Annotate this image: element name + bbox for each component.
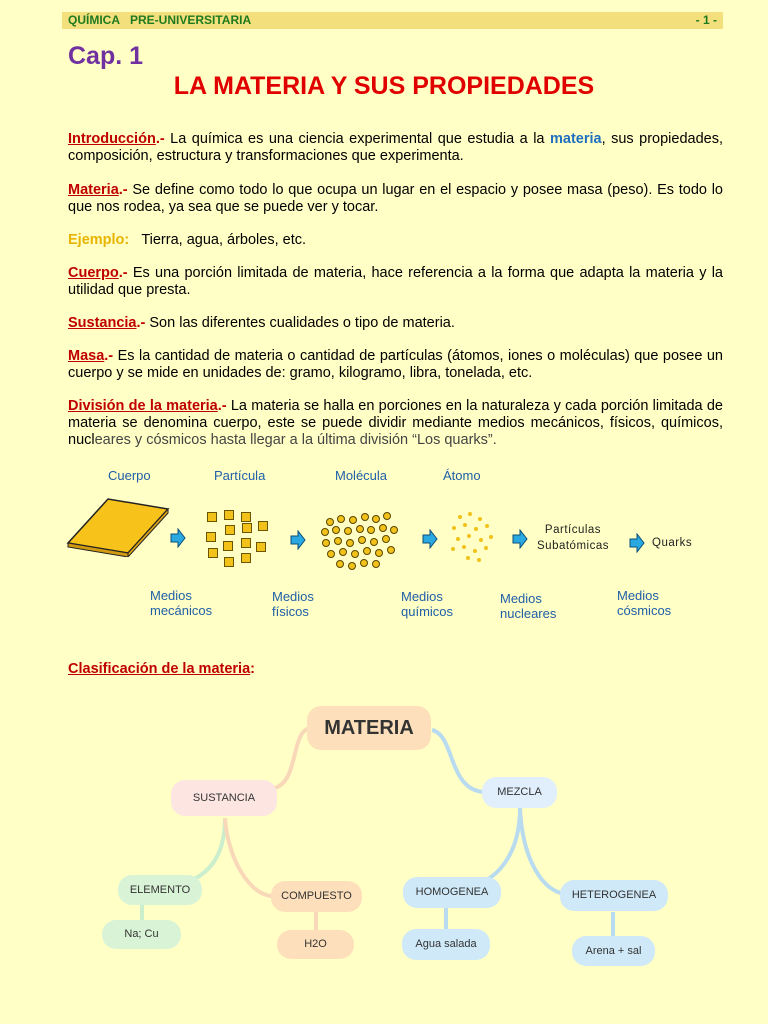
- particle-square: [224, 510, 234, 520]
- masa-sep: .-: [104, 348, 114, 364]
- particle-square: [208, 548, 218, 558]
- atom-dot: [474, 527, 478, 531]
- cuerpo-text: Es una porción limitada de materia, hace referencia a la forma que adapta la materia y la utilidad que presta.: [68, 265, 723, 298]
- mindmap-compuesto: COMPUESTO: [271, 881, 362, 912]
- molecule-dot: [348, 562, 356, 570]
- label-medios-cosmicos: [617, 588, 671, 618]
- mindmap-h2o: H2O: [277, 930, 354, 959]
- molecule-dot: [382, 535, 390, 543]
- ejemplo-text: Tierra, agua, árboles, etc.: [141, 232, 307, 248]
- header-subject-b: PRE-UNIVERSITARIA: [130, 13, 252, 27]
- label-quarks: Quarks: [652, 537, 693, 549]
- molecule-dot: [367, 526, 375, 534]
- particle-square: [256, 542, 266, 552]
- molecule-dot: [351, 550, 359, 558]
- sustancia-term: Sustancia: [68, 315, 137, 331]
- label-medios-type: mecánicos: [150, 603, 213, 618]
- arrow-icon-1: [170, 528, 186, 548]
- molecule-dot: [360, 559, 368, 567]
- atom-dot: [458, 515, 462, 519]
- masa-text: Es la cantidad de materia o cantidad de partículas (átomos, iones o moléculas) que posee un cuerpo y se mide en unidades de: gramo, kilogramo, libra, tonelada, etc.: [68, 348, 723, 381]
- particle-square: [241, 538, 251, 548]
- arrow-icon-4: [512, 529, 528, 549]
- sustancia-paragraph: [68, 315, 723, 332]
- label-medios-nucleares: [500, 591, 556, 621]
- molecule-dot: [383, 512, 391, 520]
- materia-sep: .-: [118, 182, 128, 198]
- arrow-icon-3: [422, 529, 438, 549]
- ejemplo-term: Ejemplo:: [68, 232, 130, 248]
- division-text-b: eares y cósmicos hasta llegar a la última división “Los quarks”.: [94, 432, 497, 448]
- division-sep: .-: [217, 398, 227, 414]
- molecule-dot: [361, 513, 369, 521]
- particle-square: [224, 557, 234, 567]
- ejemplo-paragraph: [68, 232, 723, 249]
- mindmap-sustancia: SUSTANCIA: [171, 780, 277, 816]
- molecule-dot: [322, 539, 330, 547]
- division-paragraph: [68, 398, 723, 449]
- mindmap-mezcla: MEZCLA: [482, 777, 557, 808]
- arrow-icon-2: [290, 530, 306, 550]
- molecule-dot: [372, 560, 380, 568]
- header-subject-a: QUÍMICA: [68, 13, 120, 27]
- molecule-dot: [337, 515, 345, 523]
- label-particula: Partícula: [214, 468, 266, 483]
- masa-term: Masa: [68, 348, 105, 364]
- sustancia-text: Son las diferentes cualidades o tipo de materia.: [145, 315, 455, 331]
- label-particulas: Partículas: [544, 524, 602, 536]
- label-medios-word: Medios: [500, 591, 542, 606]
- atom-dot: [466, 556, 470, 560]
- mindmap-arena-sal: Arena + sal: [572, 936, 655, 966]
- particle-square: [258, 521, 268, 531]
- label-medios-type: físicos: [272, 604, 309, 619]
- molecule-dot: [356, 525, 364, 533]
- intro-term: Introducción: [68, 131, 156, 147]
- particle-square: [225, 525, 235, 535]
- molecule-dot: [332, 526, 340, 534]
- label-cuerpo: Cuerpo: [108, 468, 151, 483]
- atom-dot: [468, 512, 472, 516]
- arrow-icon-5: [629, 533, 645, 553]
- label-medios-fisicos: [272, 589, 314, 619]
- book-icon: [66, 495, 172, 557]
- molecule-dot: [363, 547, 371, 555]
- mindmap-homogenea: HOMOGENEA: [403, 877, 501, 908]
- clasificacion-label: Clasificación de la materia: [68, 661, 251, 677]
- atom-dot: [451, 547, 455, 551]
- intro-text-a: La química es una ciencia experimental que estudia a la: [164, 131, 550, 147]
- page-title: LA MATERIA Y SUS PROPIEDADES: [173, 72, 595, 100]
- molecule-dot: [372, 515, 380, 523]
- molecule-dot: [336, 560, 344, 568]
- atom-dot: [473, 549, 477, 553]
- clasificacion-colon: :: [250, 661, 255, 677]
- intro-paragraph: [68, 131, 723, 165]
- molecule-dot: [334, 537, 342, 545]
- molecule-dot: [379, 524, 387, 532]
- label-subatomicas: Subatómicas: [537, 540, 609, 552]
- molecule-dot: [321, 528, 329, 536]
- molecule-dot: [370, 538, 378, 546]
- division-term: División de la materia: [68, 398, 218, 414]
- atom-dot: [462, 545, 466, 549]
- mindmap-heterogenea: HETEROGENEA: [560, 880, 668, 911]
- intro-text-b: , sus propiedades, composición, estructura y transformaciones que experimenta.: [68, 131, 724, 164]
- materia-paragraph: [68, 182, 723, 216]
- atom-dot: [467, 534, 471, 538]
- particle-square: [206, 532, 216, 542]
- label-medios-word: Medios: [150, 588, 192, 603]
- atom-dot: [484, 546, 488, 550]
- particle-square: [241, 553, 251, 563]
- chapter-label: Cap. 1: [68, 42, 144, 70]
- cuerpo-paragraph: [68, 265, 723, 299]
- label-medios-word: Medios: [617, 588, 659, 603]
- atom-dot: [463, 523, 467, 527]
- particle-square: [241, 512, 251, 522]
- particle-square: [207, 512, 217, 522]
- division-text-a: La materia se halla en porciones en la naturaleza y cada porción limitada de materia se denomina cuerpo, este se puede dividir mediante medios mecánicos, físicos, químicos, nucl: [68, 398, 723, 448]
- label-atomo: Átomo: [443, 468, 481, 483]
- label-medios-mecanicos: [150, 588, 212, 618]
- atom-dot: [479, 538, 483, 542]
- materia-term: Materia: [68, 182, 119, 198]
- molecule-dot: [375, 549, 383, 557]
- label-medios-word: Medios: [401, 589, 443, 604]
- particle-square: [242, 523, 252, 533]
- header-subject: [68, 13, 251, 27]
- label-medios-type: cósmicos: [617, 603, 672, 618]
- label-medios-quimicos: [401, 589, 453, 619]
- atom-dot: [485, 524, 489, 528]
- particle-square: [223, 541, 233, 551]
- mindmap-agua-salada: Agua salada: [402, 929, 490, 960]
- molecule-dot: [346, 539, 354, 547]
- molecule-dot: [327, 550, 335, 558]
- mindmap-na-cu: Na; Cu: [102, 920, 181, 949]
- label-molecula: Molécula: [335, 468, 388, 483]
- atom-dot: [477, 558, 481, 562]
- molecule-dot: [349, 516, 357, 524]
- sustancia-sep: .-: [136, 315, 146, 331]
- molecule-dot: [339, 548, 347, 556]
- cuerpo-term: Cuerpo: [68, 265, 119, 281]
- molecule-dot: [387, 546, 395, 554]
- label-particulas-subatomicas: [530, 522, 616, 554]
- mindmap-elemento: ELEMENTO: [118, 875, 202, 905]
- mindmap-root: MATERIA: [307, 706, 431, 750]
- intro-sep: .-: [155, 131, 165, 147]
- intro-highlight: materia: [549, 131, 602, 147]
- masa-paragraph: [68, 348, 723, 382]
- molecule-dot: [326, 518, 334, 526]
- atom-dot: [489, 535, 493, 539]
- molecule-dot: [344, 527, 352, 535]
- materia-text: Se define como todo lo que ocupa un lugar en el espacio y posee masa (peso). Es todo lo que nos rodea, ya sea que se puede ver y tocar.: [68, 182, 723, 215]
- atom-dot: [478, 517, 482, 521]
- clasificacion-heading: [68, 661, 255, 677]
- atom-dot: [456, 537, 460, 541]
- label-medios-word: Medios: [272, 589, 314, 604]
- page-number: - 1 -: [695, 13, 717, 27]
- molecule-dot: [390, 526, 398, 534]
- label-medios-type: químicos: [401, 604, 454, 619]
- atom-dot: [452, 526, 456, 530]
- molecule-dot: [358, 536, 366, 544]
- cuerpo-sep: .-: [118, 265, 128, 281]
- header-bar: [62, 12, 723, 29]
- label-medios-type: nucleares: [500, 606, 557, 621]
